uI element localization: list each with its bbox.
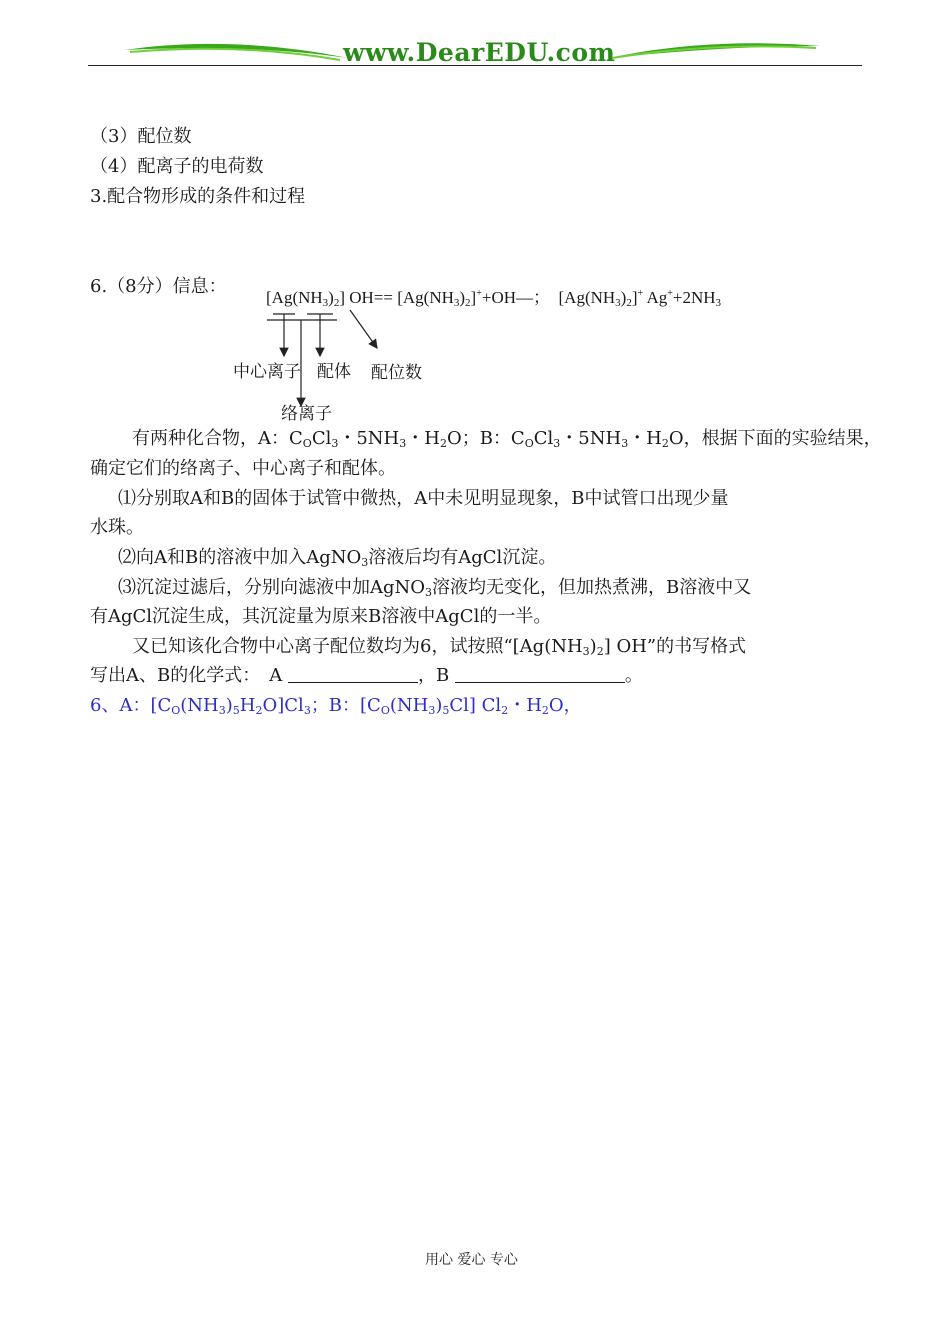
outline-item-4: （4）配离子的电荷数 — [90, 156, 264, 177]
known-line: 又已知该化合物中心离子配位数均为6，试按照“$[Ag(NH_3)_2]$ OH”的书写格式 — [132, 636, 747, 658]
intro-line-1: 有两种化合物，A：$C_OCl_3$・$5NH_3$・$H_2O$；B：$C_OCl_3$・$5NH_3$・$H_2O$，根据下面的实验结果， — [132, 428, 882, 450]
step-2: ⑵向A和B的溶液中加入AgNO$_3$溶液后均有AgCl沉淀。 — [118, 547, 557, 569]
header-swoosh-left — [120, 38, 350, 64]
info-equation: $[Ag(NH_3)_2]$ $OH== [Ag(NH_3)_2]^++OH—$； $[Ag(NH_3)_2]^+$ $Ag^++2NH_3$ — [266, 288, 722, 309]
site-logo[interactable]: www.DearEDU.com — [343, 38, 616, 67]
step-3-line-2: 有AgCl沉淀生成，其沉淀量为原来B溶液中AgCl的一半。 — [90, 606, 552, 627]
answer-line: 6、A：$[C_O(NH_3)_5H_2O]Cl_3$；B：$[C_O(NH_3)_5Cl]$ $Cl_2$・$H_2O$， — [90, 695, 582, 717]
page-footer: 用心 爱心 专心 — [425, 1252, 518, 1268]
label-coordination-number: 配位数 — [371, 363, 422, 383]
answer-blank-b[interactable] — [455, 664, 625, 683]
step-1-line-1: ⑴分别取A和B的固体于试管中微热，A中未见明显现象，B中试管口出现少量 — [118, 488, 729, 509]
intro-line-2: 确定它们的络离子、中心离子和配体。 — [90, 458, 396, 479]
step-1-line-2: 水珠。 — [90, 517, 144, 538]
step-3-line-1: ⑶沉淀过滤后，分别向滤液中加AgNO$_3$溶液均无变化，但加热煮沸，B溶液中又 — [118, 577, 752, 599]
question-number: 6.（8分）信息： — [90, 276, 227, 297]
header-rule — [88, 65, 862, 66]
label-complex-ion: 络离子 — [281, 404, 332, 424]
outline-section-3: 3.配合物形成的条件和过程 — [90, 186, 306, 207]
header-swoosh-right — [606, 38, 826, 64]
outline-item-3: （3）配位数 — [90, 126, 192, 147]
label-ligand: 配体 — [317, 362, 351, 382]
write-formula-line: 写出A、B的化学式： A ，B 。 — [90, 665, 643, 686]
label-central-ion: 中心离子 — [233, 362, 301, 382]
answer-blank-a[interactable] — [288, 664, 418, 683]
